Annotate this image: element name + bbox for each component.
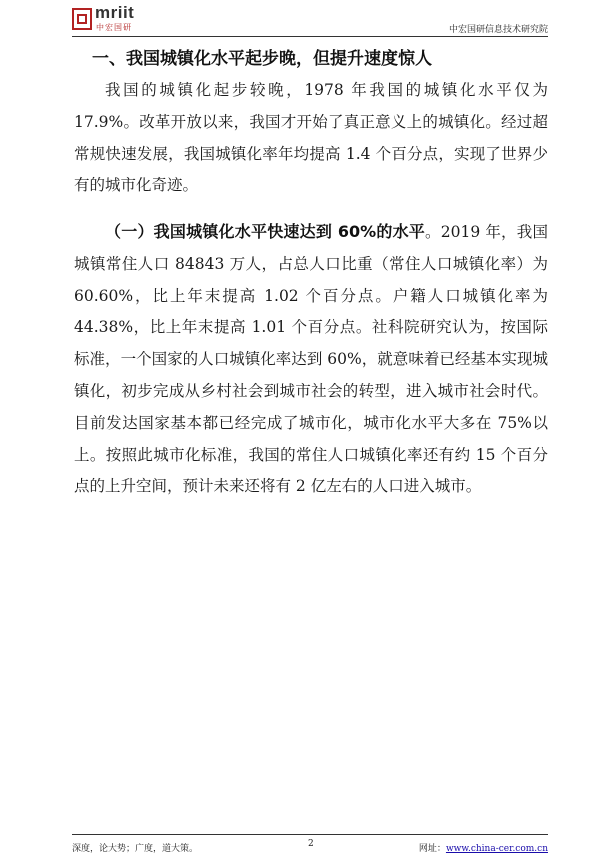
- footer-slogan: 深度，论大势；广度，道大策。: [72, 844, 199, 854]
- paragraph-body: 。2019 年，我国城镇常住人口 84843 万人，占总人口比重（常住人口城镇化率）为 60.60%，比上年末提高 1.02 个百分点。户籍人口城镇化率为 44.38%，比上年末提高 1.01 个百分点。社科院研究认为，按国际标准，一个国家的人口城镇化率达到 60%，就意味着已经基本实现城镇化，初步完成从乡村社会到城市社会的转型，进入城市社会时代。目前发达国家基本都已经完成了城市化，城市化水平大多在 75%以上。按照此城市化标准，我国的常住人口城镇化率还有约 15 个百分点的上升空间，预计未来还将有 2 亿左右的人口进入城市。: [74, 223, 548, 496]
- page-footer: [72, 834, 548, 857]
- footer-website: [419, 841, 548, 854]
- subsection-title: （一）我国城镇化水平快速达到 60%的水平: [105, 222, 426, 241]
- paragraph-intro: 我国的城镇化起步较晚，1978 年我国的城镇化水平仅为 17.9%。改革开放以来，我国才开始了真正意义上的城镇化。经过超常规快速发展，我国城镇化率年均提高 1.4 个百分点，实现了世界少有的城市化奇迹。: [74, 81, 548, 195]
- page-header: [72, 3, 548, 37]
- mriit-logo: [72, 3, 142, 34]
- logo-text-cn: 中宏国研: [96, 23, 132, 32]
- logo-text-en: mriit: [95, 3, 135, 22]
- url-label: 网址：: [418, 844, 446, 854]
- organization-name: 中宏国研信息技术研究院: [448, 25, 548, 35]
- section-title: 一、我国城镇化水平起步晚，但提升速度惊人: [92, 49, 432, 69]
- page-number: 2: [308, 839, 314, 849]
- website-link[interactable]: www.china-cer.com.cn: [445, 844, 548, 854]
- paragraph-urbanization-rate: [74, 216, 548, 503]
- logo-mark-icon: [72, 8, 92, 30]
